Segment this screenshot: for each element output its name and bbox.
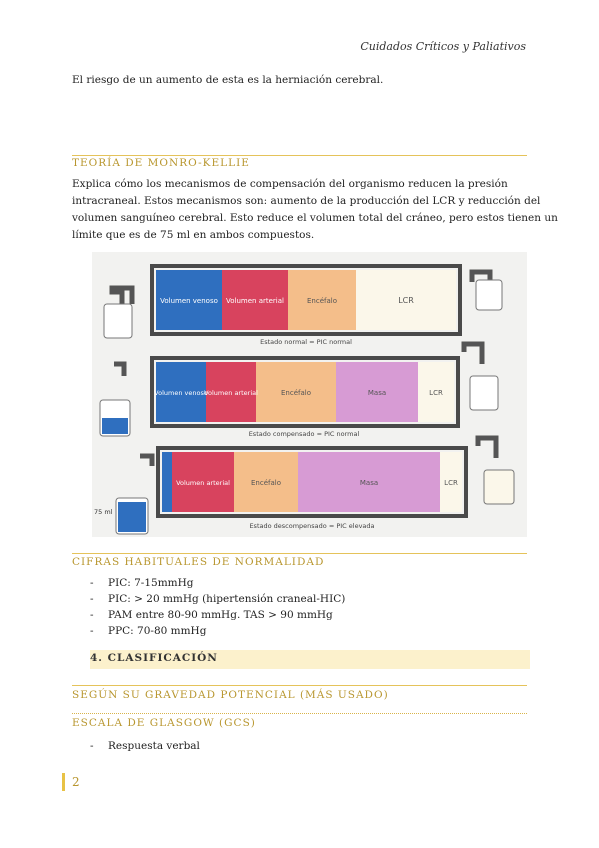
segment-label: Volumen venoso <box>160 297 218 305</box>
faucet-icon <box>140 456 152 466</box>
list-item: - PIC: 7-15mmHg <box>90 577 194 589</box>
faucet-icon <box>478 438 496 458</box>
row-compensated <box>100 344 498 438</box>
glasgow-heading: ESCALA DE GLASGOW (GCS) <box>72 717 256 729</box>
page-number-bar <box>62 773 65 791</box>
text-line: volumen sanguíneo cerebral. Esto reduce el volumen total del cráneo, pero estos tienen un <box>72 212 558 224</box>
list-item: - PPC: 70-80 mmHg <box>90 625 207 637</box>
row-caption: Estado normal = PIC normal <box>260 338 352 346</box>
list-item: - PAM entre 80-90 mmHg. TAS > 90 mmHg <box>90 609 333 621</box>
segment-label: Masa <box>367 389 387 397</box>
segment-label: Encéfalo <box>281 389 311 397</box>
figure-svg <box>92 252 527 537</box>
severity-heading: SEGÚN SU GRAVEDAD POTENCIAL (MÁS USADO) <box>72 689 389 701</box>
running-header: Cuidados Críticos y Paliativos <box>360 40 526 53</box>
classification-heading: 4. CLASIFICACIÓN <box>90 652 218 664</box>
section-rule <box>72 553 527 554</box>
monro-kellie-figure <box>92 252 527 537</box>
text-line: intracraneal. Estos mecanismos son: aumento de la producción del LCR y reducción del <box>72 195 541 207</box>
faucet-icon <box>112 288 132 304</box>
text-line: Explica cómo los mecanismos de compensación del organismo reducen la presión <box>72 178 508 190</box>
page-number: 2 <box>72 775 80 789</box>
classification-heading-box <box>90 650 530 669</box>
section-rule <box>72 685 527 686</box>
normal-values-heading: CIFRAS HABITUALES DE NORMALIDAD <box>72 556 325 568</box>
beaker-icon <box>470 376 498 410</box>
list-item: - Respuesta verbal <box>90 740 200 752</box>
text-line: límite que es de 75 ml en ambos compuestos. <box>72 229 315 241</box>
segment-label: Encéfalo <box>307 297 337 305</box>
dotted-rule <box>72 713 527 714</box>
segment-label: LCR <box>398 296 414 305</box>
section-rule <box>72 155 527 156</box>
row-caption: Estado compensado = PIC normal <box>248 430 360 438</box>
row-caption: Estado descompensado = PIC elevada <box>249 522 375 530</box>
scale-label: 75 ml <box>94 508 113 516</box>
segment-label: LCR <box>444 479 458 487</box>
normal-values-list <box>90 575 345 639</box>
beaker-fill <box>102 418 128 434</box>
monro-kellie-text <box>72 176 558 244</box>
segment-label: Encéfalo <box>251 479 281 487</box>
intro-paragraph: El riesgo de un aumento de esta es la herniación cerebral. <box>72 74 384 86</box>
monro-kellie-heading: TEORÍA DE MONRO-KELLIE <box>72 157 250 169</box>
row-decompensated <box>94 438 514 534</box>
beaker-icon <box>104 304 132 338</box>
segment-label: LCR <box>429 389 443 397</box>
faucet-icon <box>464 344 482 364</box>
segment-label: Volumen venoso <box>154 389 208 397</box>
segment-label: Volumen arterial <box>204 389 258 397</box>
segment-label: Masa <box>359 479 379 487</box>
segment-label: Volumen arterial <box>226 297 284 305</box>
segment-venous <box>162 452 172 512</box>
beaker-icon <box>484 470 514 504</box>
glasgow-list <box>90 738 200 754</box>
row-normal <box>104 266 502 346</box>
faucet-icon <box>114 364 124 376</box>
segment-label: Volumen arterial <box>176 479 230 487</box>
beaker-icon <box>476 280 502 310</box>
list-item: - PIC: > 20 mmHg (hipertensión craneal-HIC) <box>90 593 346 605</box>
beaker-fill <box>118 502 146 532</box>
